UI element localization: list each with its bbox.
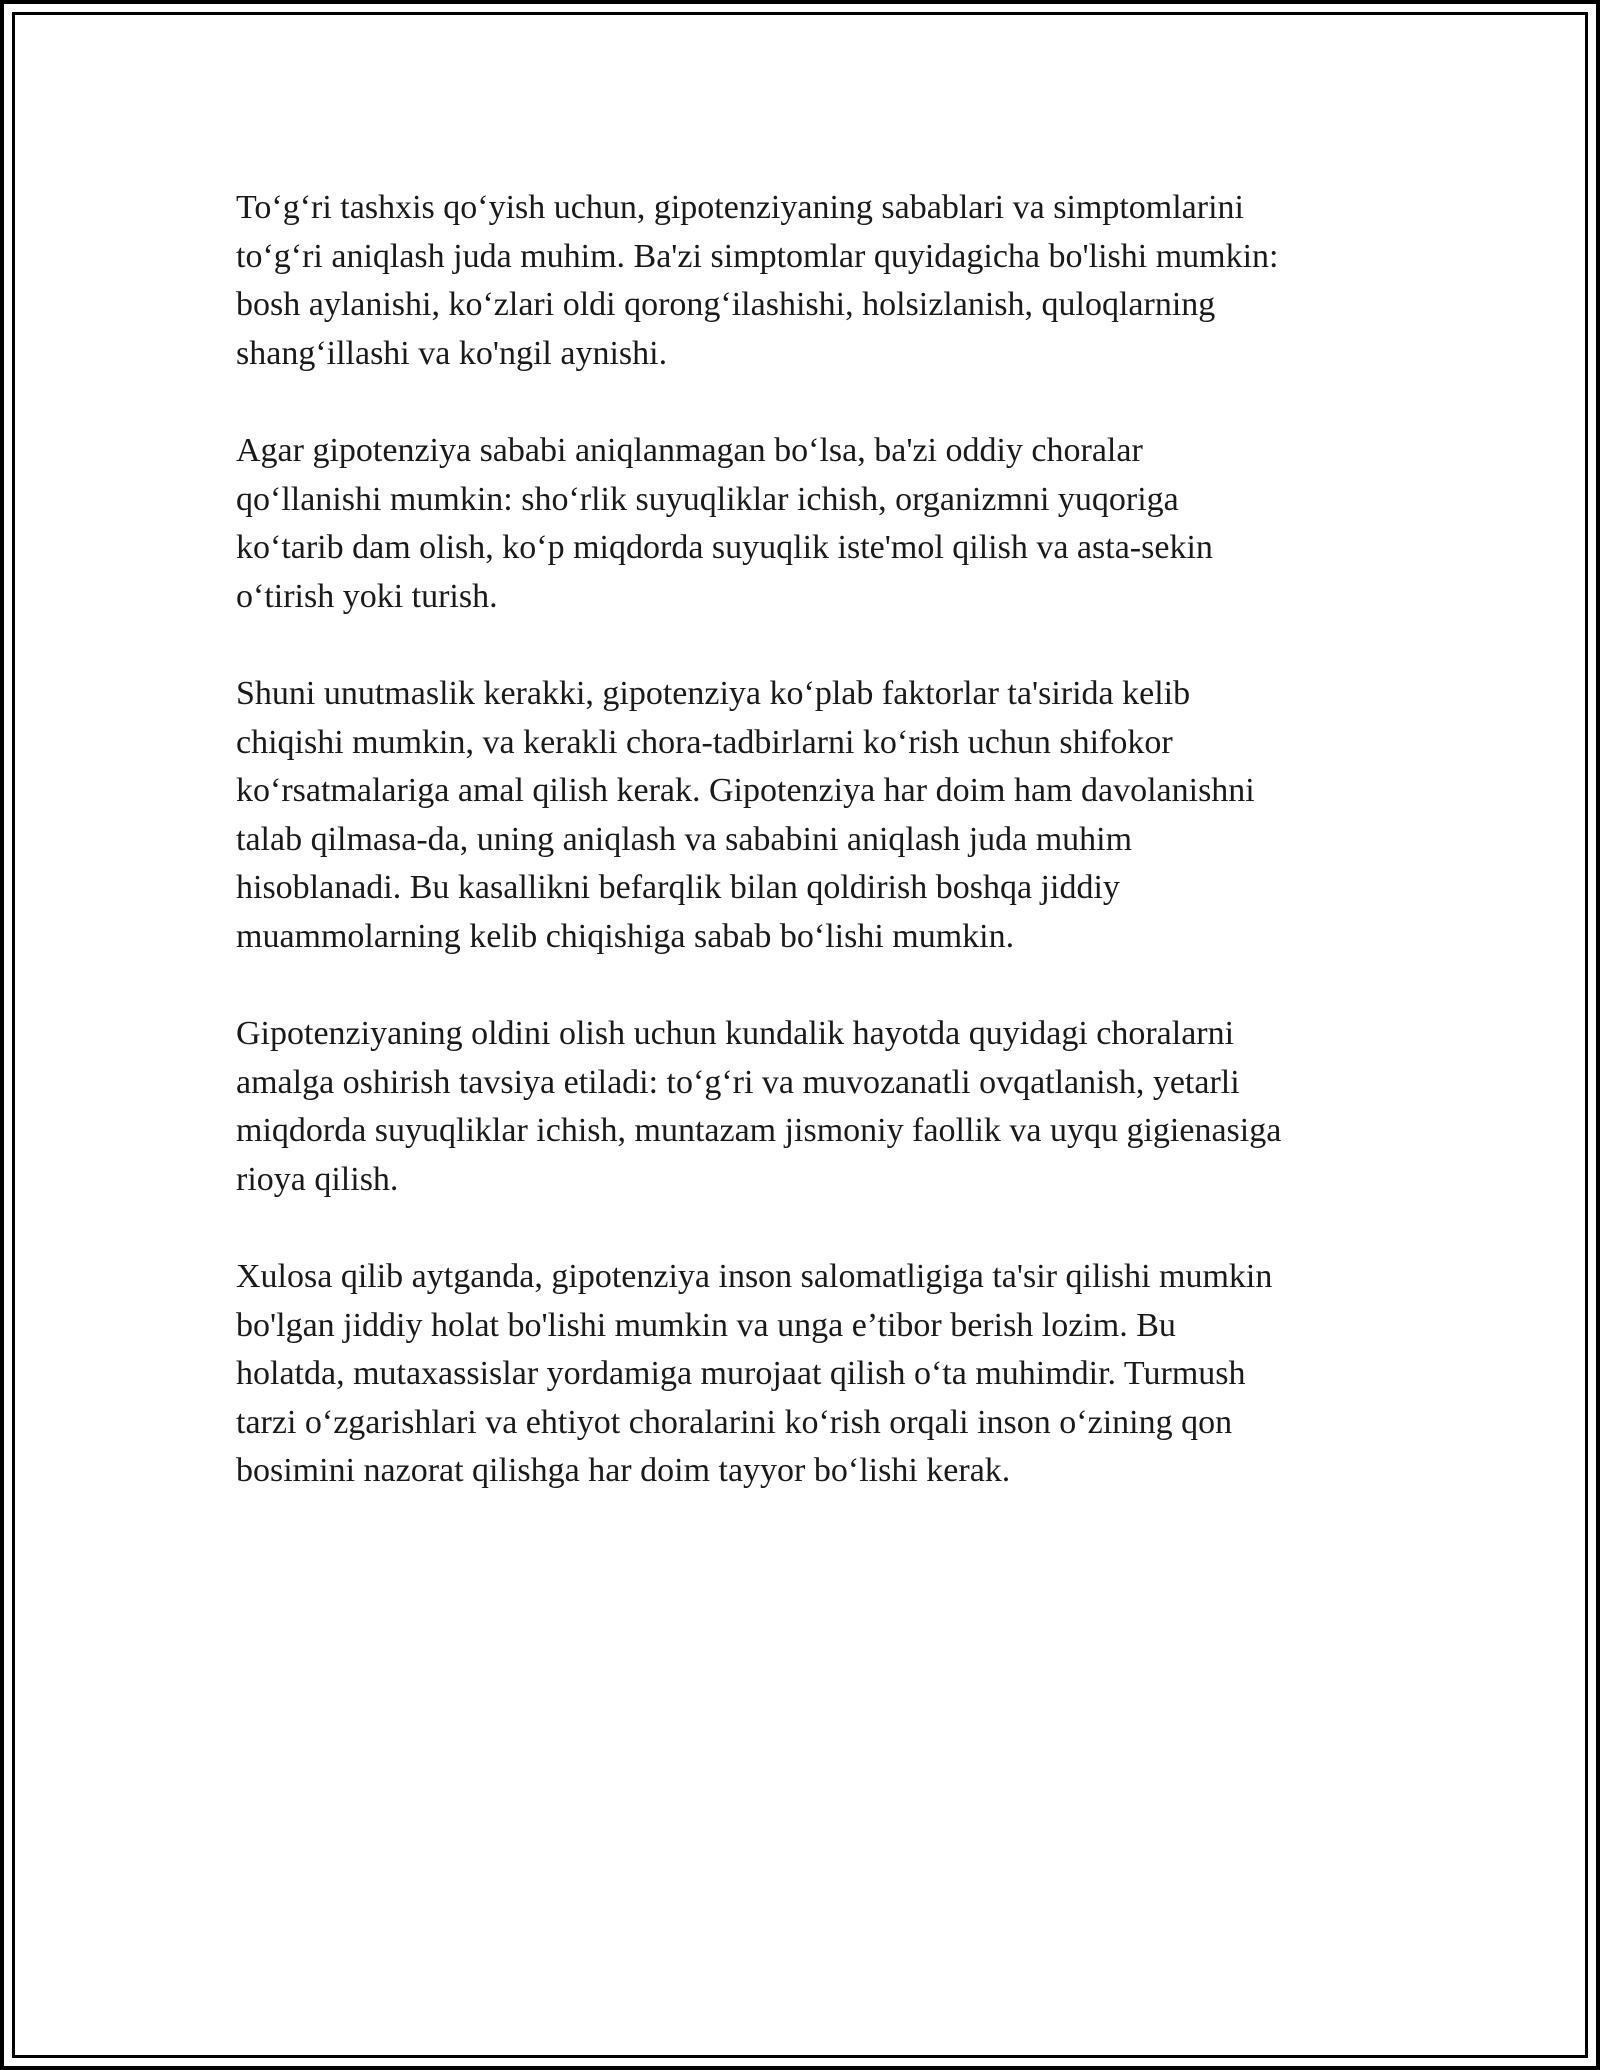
- paragraph-2: [236, 427, 1376, 621]
- text-line: bosh aylanishi, ko‘zlari oldi qorong‘ilashishi, holsizlanish, quloqlarning: [236, 286, 1216, 324]
- text-line: miqdorda suyuqliklar ichish, muntazam jismoniy faollik va uyqu gigienasiga: [236, 1112, 1282, 1150]
- text-line: holatda, mutaxassislar yordamiga murojaat qilish o‘ta muhimdir. Turmush: [236, 1355, 1246, 1393]
- text-line: amalga oshirish tavsiya etiladi: to‘g‘ri va muvozanatli ovqatlanish, yetarli: [236, 1063, 1240, 1101]
- text-line: tarzi o‘zgarishlari va ehtiyot choralarini ko‘rish orqali inson o‘zining qon: [236, 1403, 1233, 1441]
- text-line: To‘g‘ri tashxis qo‘yish uchun, gipotenziyaning sabablari va simptomlarini: [236, 189, 1244, 226]
- paragraph-1: [236, 184, 1376, 378]
- text-line: Agar gipotenziya sababi aniqlanmagan bo‘lsa, ba'zi oddiy choralar: [236, 431, 1143, 469]
- text-line: bosimini nazorat qilishga har doim tayyor bo‘lishi kerak.: [236, 1452, 1011, 1490]
- text-line: o‘tirish yoki turish.: [236, 577, 498, 615]
- text-line: Shuni unutmaslik kerakki, gipotenziya ko‘plab faktorlar ta'sirida kelib: [236, 674, 1191, 712]
- paragraph-3: [236, 670, 1376, 962]
- text-line: bo'lgan jiddiy holat bo'lishi mumkin va unga e’tibor berish lozim. Bu: [236, 1306, 1176, 1344]
- text-line: muammolarning kelib chiqishiga sabab bo‘lishi mumkin.: [236, 917, 1015, 955]
- paragraph-5: [236, 1253, 1376, 1496]
- paragraph-4: [236, 1010, 1376, 1204]
- text-line: to‘g‘ri aniqlash juda muhim. Ba'zi simptomlar quyidagicha bo'lishi mumkin:: [236, 237, 1279, 275]
- text-line: talab qilmasa-da, uning aniqlash va sababini aniqlash juda muhim: [236, 820, 1133, 858]
- text-line: Xulosa qilib aytganda, gipotenziya inson salomatligiga ta'sir qilishi mumkin: [236, 1258, 1273, 1296]
- text-line: Gipotenziyaning oldini olish uchun kundalik hayotda quyidagi choralarni: [236, 1015, 1235, 1053]
- document-body: [236, 184, 1376, 1545]
- text-line: hisoblanadi. Bu kasallikni befarqlik bilan qoldirish boshqa jiddiy: [236, 869, 1120, 907]
- text-line: rioya qilish.: [236, 1160, 399, 1198]
- text-line: ko‘rsatmalariga amal qilish kerak. Gipotenziya har doim ham davolanishni: [236, 772, 1255, 810]
- text-line: ko‘tarib dam olish, ko‘p miqdorda suyuqlik iste'mol qilish va asta-sekin: [236, 529, 1213, 567]
- text-line: shang‘illashi va ko'ngil aynishi.: [236, 334, 668, 372]
- text-line: qo‘llanishi mumkin: sho‘rlik suyuqliklar ichish, organizmni yuqoriga: [236, 480, 1179, 518]
- text-line: chiqishi mumkin, va kerakli chora-tadbirlarni ko‘rish uchun shifokor: [236, 723, 1173, 761]
